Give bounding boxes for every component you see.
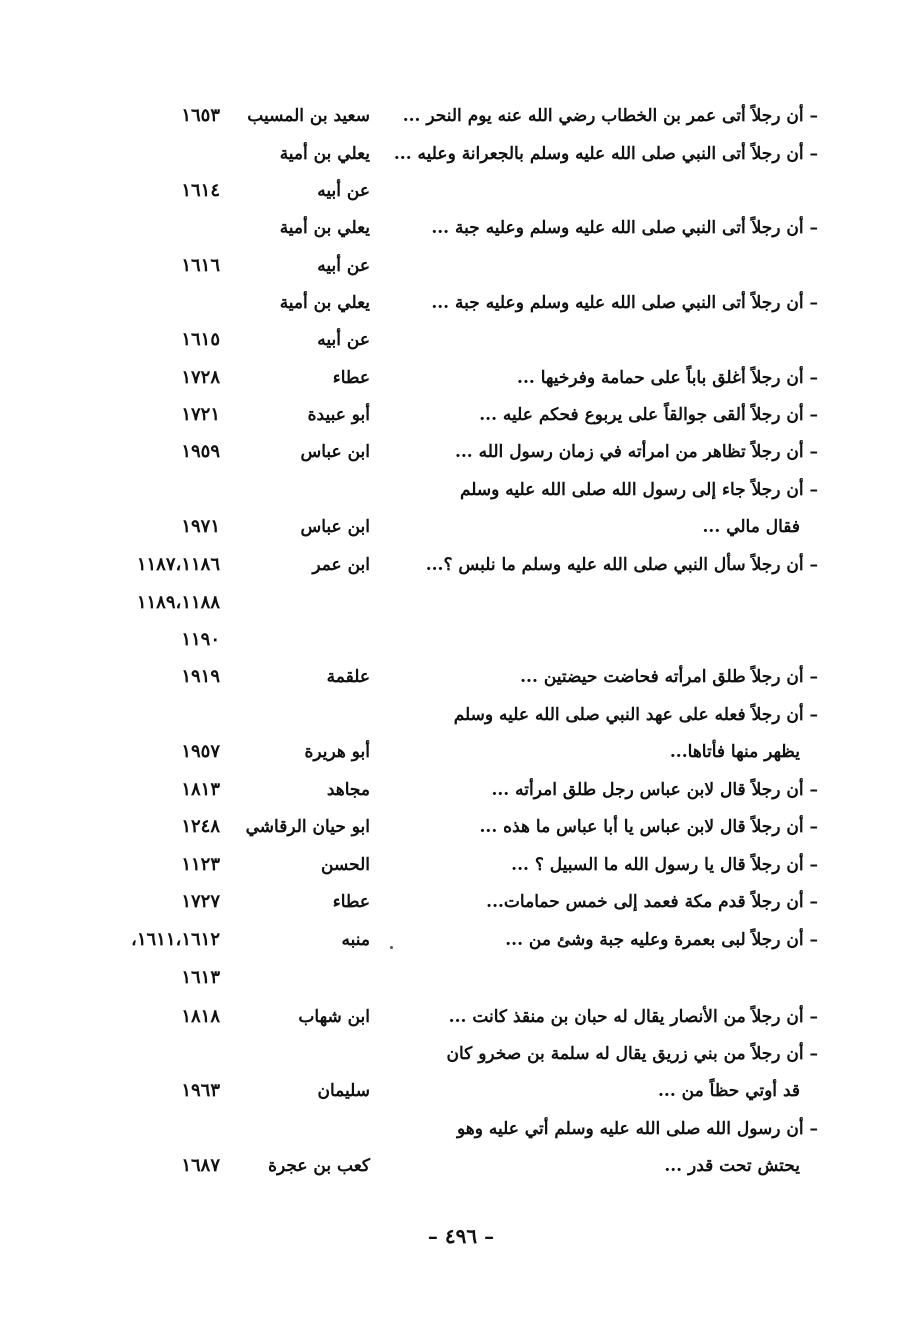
hadith-number: ١٦١٦ [181, 255, 220, 276]
hadith-number: ١١٨٩،١١٨٨ [136, 592, 220, 613]
hadith-number: ١٩٥٩ [181, 441, 220, 462]
hadith-text: – أن رجلاً قال يا رسول الله ما السبيل ؟ ... [511, 855, 818, 875]
index-row [0, 173, 922, 209]
hadith-text: – أن رجلاً أتى عمر بن الخطاب رضي الله عنه يوم النحر ... [402, 106, 818, 126]
hadith-number: ١٢٤٨ [181, 816, 220, 837]
hadith-text: – أن رجلاً قال لابن عباس يا أبا عباس ما هذه ... [479, 817, 818, 837]
index-row [0, 622, 922, 658]
hadith-text: – أن رجلاً أغلق باباً على حمامة وفرخيها ... [517, 368, 818, 388]
hadith-text: – أن رجلاً لبى بعمرة وعليه جبة وشئ من ... [505, 930, 818, 950]
index-row [0, 659, 922, 695]
hadith-number: ١٦٥٣ [181, 105, 220, 126]
index-row [0, 1148, 922, 1184]
hadith-number: ١٦٨٧ [181, 1155, 220, 1176]
hadith-text: – أن رجلاً جاء إلى رسول الله صلى الله عليه وسلم [459, 480, 818, 500]
hadith-number: ١٦١٥ [181, 329, 220, 350]
hadith-number: ١٦١٤ [181, 180, 220, 201]
narrator-name: ابو حيان الرقاشي [245, 817, 370, 837]
hadith-number: ١٧٢١ [181, 404, 220, 425]
hadith-text: يحتش تحت قدر ... [664, 1156, 800, 1176]
hadith-text: – أن رجلاً من الأنصار يقال له حبان بن منقذ كانت ... [448, 1007, 818, 1027]
index-row [0, 136, 922, 172]
index-row [0, 734, 922, 770]
hadith-number: ١٧٢٧ [181, 891, 220, 912]
hadith-text: – أن رجلاً تظاهر من امرأته في زمان رسول الله ... [454, 442, 818, 462]
hadith-number: ١٦١١،١٦١٢، [131, 929, 220, 950]
stray-mark [390, 946, 393, 949]
hadith-text: – أن رجلاً طلق امرأته فحاضت حيضتين ... [520, 667, 818, 687]
hadith-number: ١٨١٣ [181, 779, 220, 800]
index-row [0, 98, 922, 134]
index-row [0, 697, 922, 733]
index-row [0, 585, 922, 621]
narrator-name: ابن عباس [300, 442, 370, 462]
narrator-name: يعلي بن أمية [279, 218, 370, 238]
index-row [0, 248, 922, 284]
narrator-name: أبو عبيدة [307, 405, 370, 425]
narrator-name: علقمة [326, 667, 370, 687]
narrator-name: عن أبيه [317, 256, 370, 276]
narrator-name: سعيد بن المسيب [247, 106, 370, 126]
hadith-text: – أن رجلاً قدم مكة فعمد إلى خمس حمامات... [486, 892, 818, 912]
hadith-text: – أن رجلاً سأل النبي صلى الله عليه وسلم ما نلبس ؟... [425, 555, 818, 575]
hadith-number: ١٩٦٣ [181, 1080, 220, 1101]
hadith-text: يظهر منها فأتاها... [669, 742, 800, 762]
narrator-name: عطاء [332, 892, 370, 912]
narrator-name: ابن شهاب [298, 1007, 370, 1027]
index-row [0, 809, 922, 845]
hadith-number: ١٩١٩ [181, 666, 220, 687]
index-row [0, 322, 922, 358]
index-row [0, 547, 922, 583]
narrator-name: يعلي بن أمية [279, 293, 370, 313]
hadith-text: – أن رجلاً قال لابن عباس رجل طلق امرأته ... [491, 780, 818, 800]
index-row [0, 884, 922, 920]
index-row [0, 472, 922, 508]
index-row [0, 360, 922, 396]
narrator-name: كعب بن عجرة [268, 1156, 370, 1176]
narrator-name: عن أبيه [317, 330, 370, 350]
hadith-text: – أن رسول الله صلى الله عليه وسلم أتي عليه وهو [456, 1119, 818, 1139]
hadith-text: – أن رجلاً فعله على عهد النبي صلى الله عليه وسلم [453, 705, 818, 725]
narrator-name: سليمان [317, 1081, 370, 1101]
index-row [0, 397, 922, 433]
narrator-name: الحسن [321, 855, 370, 875]
index-row [0, 922, 922, 958]
hadith-number: ١١٢٣ [181, 854, 220, 875]
hadith-text: – أن رجلاً أتى النبي صلى الله عليه وسلم بالجعرانة وعليه ... [393, 144, 818, 164]
hadith-text: قد أوتي حظاً من ... [658, 1081, 800, 1101]
hadith-text: – أن رجلاً أتى النبي صلى الله عليه وسلم وعليه جبة ... [431, 293, 818, 313]
hadith-number: ١٦١٣ [181, 967, 220, 988]
hadith-number: ١٩٧١ [181, 516, 220, 537]
narrator-name: أبو هريرة [304, 742, 370, 762]
hadith-text: – أن رجلاً أتى النبي صلى الله عليه وسلم وعليه جبة ... [431, 218, 818, 238]
index-row [0, 210, 922, 246]
narrator-name: ابن عمر [312, 555, 370, 575]
index-row [0, 847, 922, 883]
index-row [0, 772, 922, 808]
index-row [0, 434, 922, 470]
index-row [0, 1111, 922, 1147]
narrator-name: عن أبيه [317, 181, 370, 201]
hadith-text: – أن رجلاً من بني زريق يقال له سلمة بن صخرو كان [446, 1044, 818, 1064]
index-row [0, 999, 922, 1035]
hadith-number: ١١٩٠ [181, 629, 220, 650]
page-number: – ٤٩٦ – [427, 1224, 495, 1248]
narrator-name: مجاهد [326, 780, 370, 800]
narrator-name: ابن عباس [300, 517, 370, 537]
index-row [0, 285, 922, 321]
hadith-number: ١٨١٨ [181, 1006, 220, 1027]
hadith-text: فقال مالي ... [702, 517, 800, 537]
hadith-number: ١٩٥٧ [181, 741, 220, 762]
hadith-number: ١١٨٧،١١٨٦ [136, 554, 220, 575]
hadith-text: – أن رجلاً ألقى جوالقاً على يربوع فحكم عليه ... [479, 405, 818, 425]
index-row [0, 509, 922, 545]
index-row [0, 1073, 922, 1109]
hadith-number: ١٧٢٨ [181, 367, 220, 388]
narrator-name: منبه [341, 930, 370, 950]
index-row [0, 960, 922, 996]
narrator-name: عطاء [332, 368, 370, 388]
index-row [0, 1036, 922, 1072]
narrator-name: يعلي بن أمية [279, 144, 370, 164]
